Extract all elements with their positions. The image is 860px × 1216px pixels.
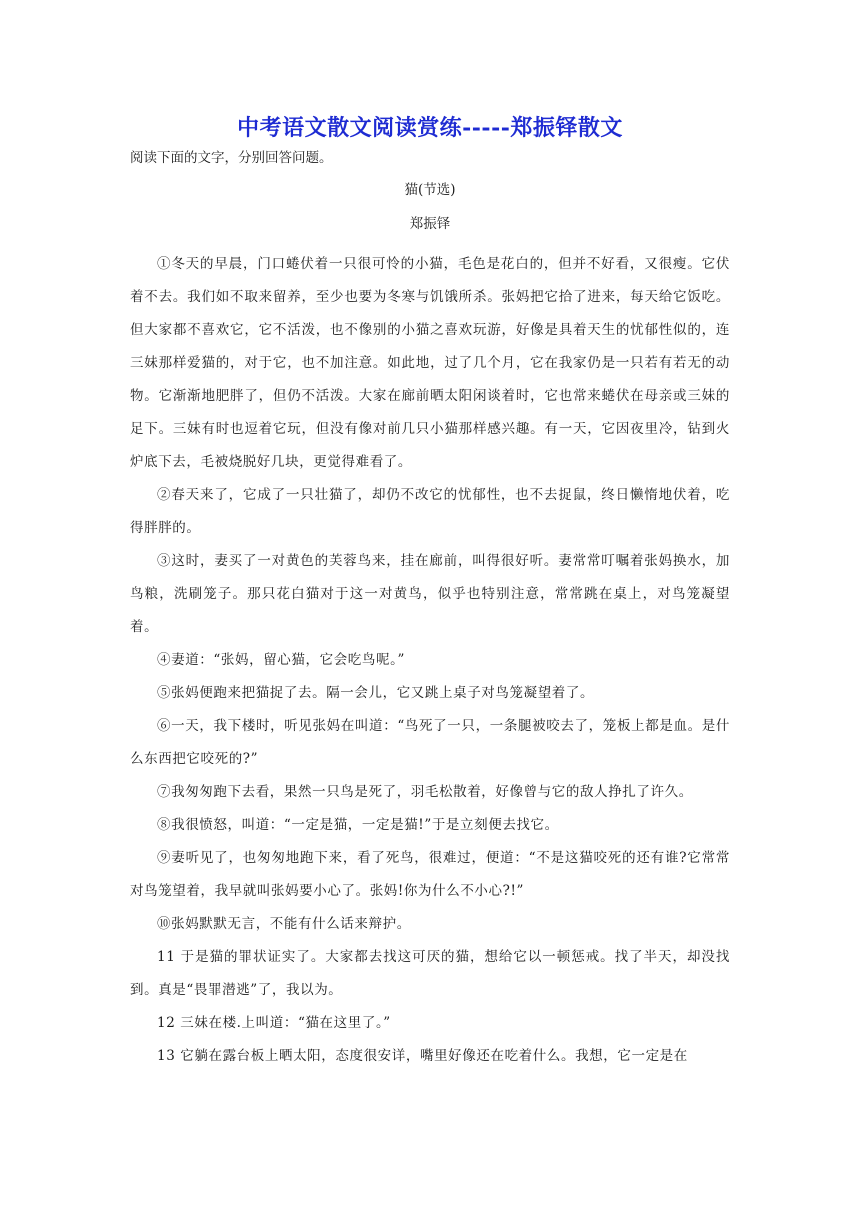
paragraph-8: ⑧我很愤怒，叫道：“一定是猫，一定是猫!”于是立刻便去找它。	[157, 817, 559, 833]
document-page	[130, 108, 730, 1073]
paragraph-5: ⑤张妈便跑来把猫捉了去。隔一会儿，它又跳上桌子对鸟笼凝望着了。	[157, 685, 595, 701]
reading-instruction: 阅读下面的文字，分别回答问题。	[130, 150, 333, 166]
paragraph-9: ⑨妻听见了，也匆匆地跑下来，看了死鸟，很难过，便道：“不是这猫咬死的还有谁?它常常对鸟笼望着，我早就叫张妈要小心了。张妈!你为什么不小心?!”	[130, 850, 730, 899]
paragraph-6: ⑥一天，我下楼时，听见张妈在叫道：“鸟死了一只，一条腿被咬去了，笼板上都是血。是什么东西把它咬死的?”	[130, 718, 730, 767]
paragraph-1: ①冬天的早晨，门口蜷伏着一只很可怜的小猫，毛色是花白的，但并不好看，又很瘦。它伏着不去。我们如不取来留养，至少也要为冬寒与饥饿所杀。张妈把它拾了进来，每天给它饭吃。但大家都不喜欢它，它不活泼，也不像别的小猫之喜欢玩游，好像是具着天生的忧郁性似的，连三妹那样爱猫的，对于它，也不加注意。如此地，过了几个月，它在我家仍是一只若有若无的动物。它渐渐地肥胖了，但仍不活泼。大家在廊前晒太阳闲谈着时，它也常来蜷伏在母亲或三妹的足下。三妹有时也逗着它玩，但没有像对前几只小猫那样感兴趣。有一天，它因夜里冷，钻到火炉底下去，毛被烧脱好几块，更觉得难看了。	[130, 256, 730, 470]
article-author: 郑振铎	[409, 216, 451, 232]
paragraph-4: ④妻道：“张妈，留心猫，它会吃鸟呢。”	[157, 652, 405, 668]
paragraph-10: ⑩张妈默默无言，不能有什么话来辩护。	[157, 916, 411, 932]
paragraph-7: ⑦我匆匆跑下去看，果然一只鸟是死了，羽毛松散着，好像曾与它的敌人挣扎了许久。	[157, 784, 693, 800]
paragraph-2: ②春天来了，它成了一只壮猫了，却仍不改它的忧郁性，也不去捉鼠，终日懒惰地伏着，吃得胖胖的。	[130, 487, 730, 536]
article-title: 猫(节选)	[404, 182, 456, 198]
paragraph-13: 13 它躺在露台板上晒太阳，态度很安详，嘴里好像还在吃着什么。我想，它一定是在	[157, 1048, 688, 1064]
paragraph-3: ③这时，妻买了一对黄色的芙蓉鸟来，挂在廊前，叫得很好听。妻常常叮嘱着张妈换水，加鸟粮，洗刷笼子。那只花白猫对于这一对黄鸟，似乎也特别注意，常常跳在桌上，对鸟笼凝望着。	[130, 553, 730, 635]
paragraph-11: 11 于是猫的罪状证实了。大家都去找这可厌的猫，想给它以一顿惩戒。找了半天，却没找到。真是“畏罪潜逃”了，我以为。	[130, 949, 730, 998]
document-title: 中考语文散文阅读赏练-----郑振铎散文	[237, 115, 623, 141]
paragraph-12: 12 三妹在楼.上叫道：“猫在这里了。”	[157, 1015, 391, 1031]
